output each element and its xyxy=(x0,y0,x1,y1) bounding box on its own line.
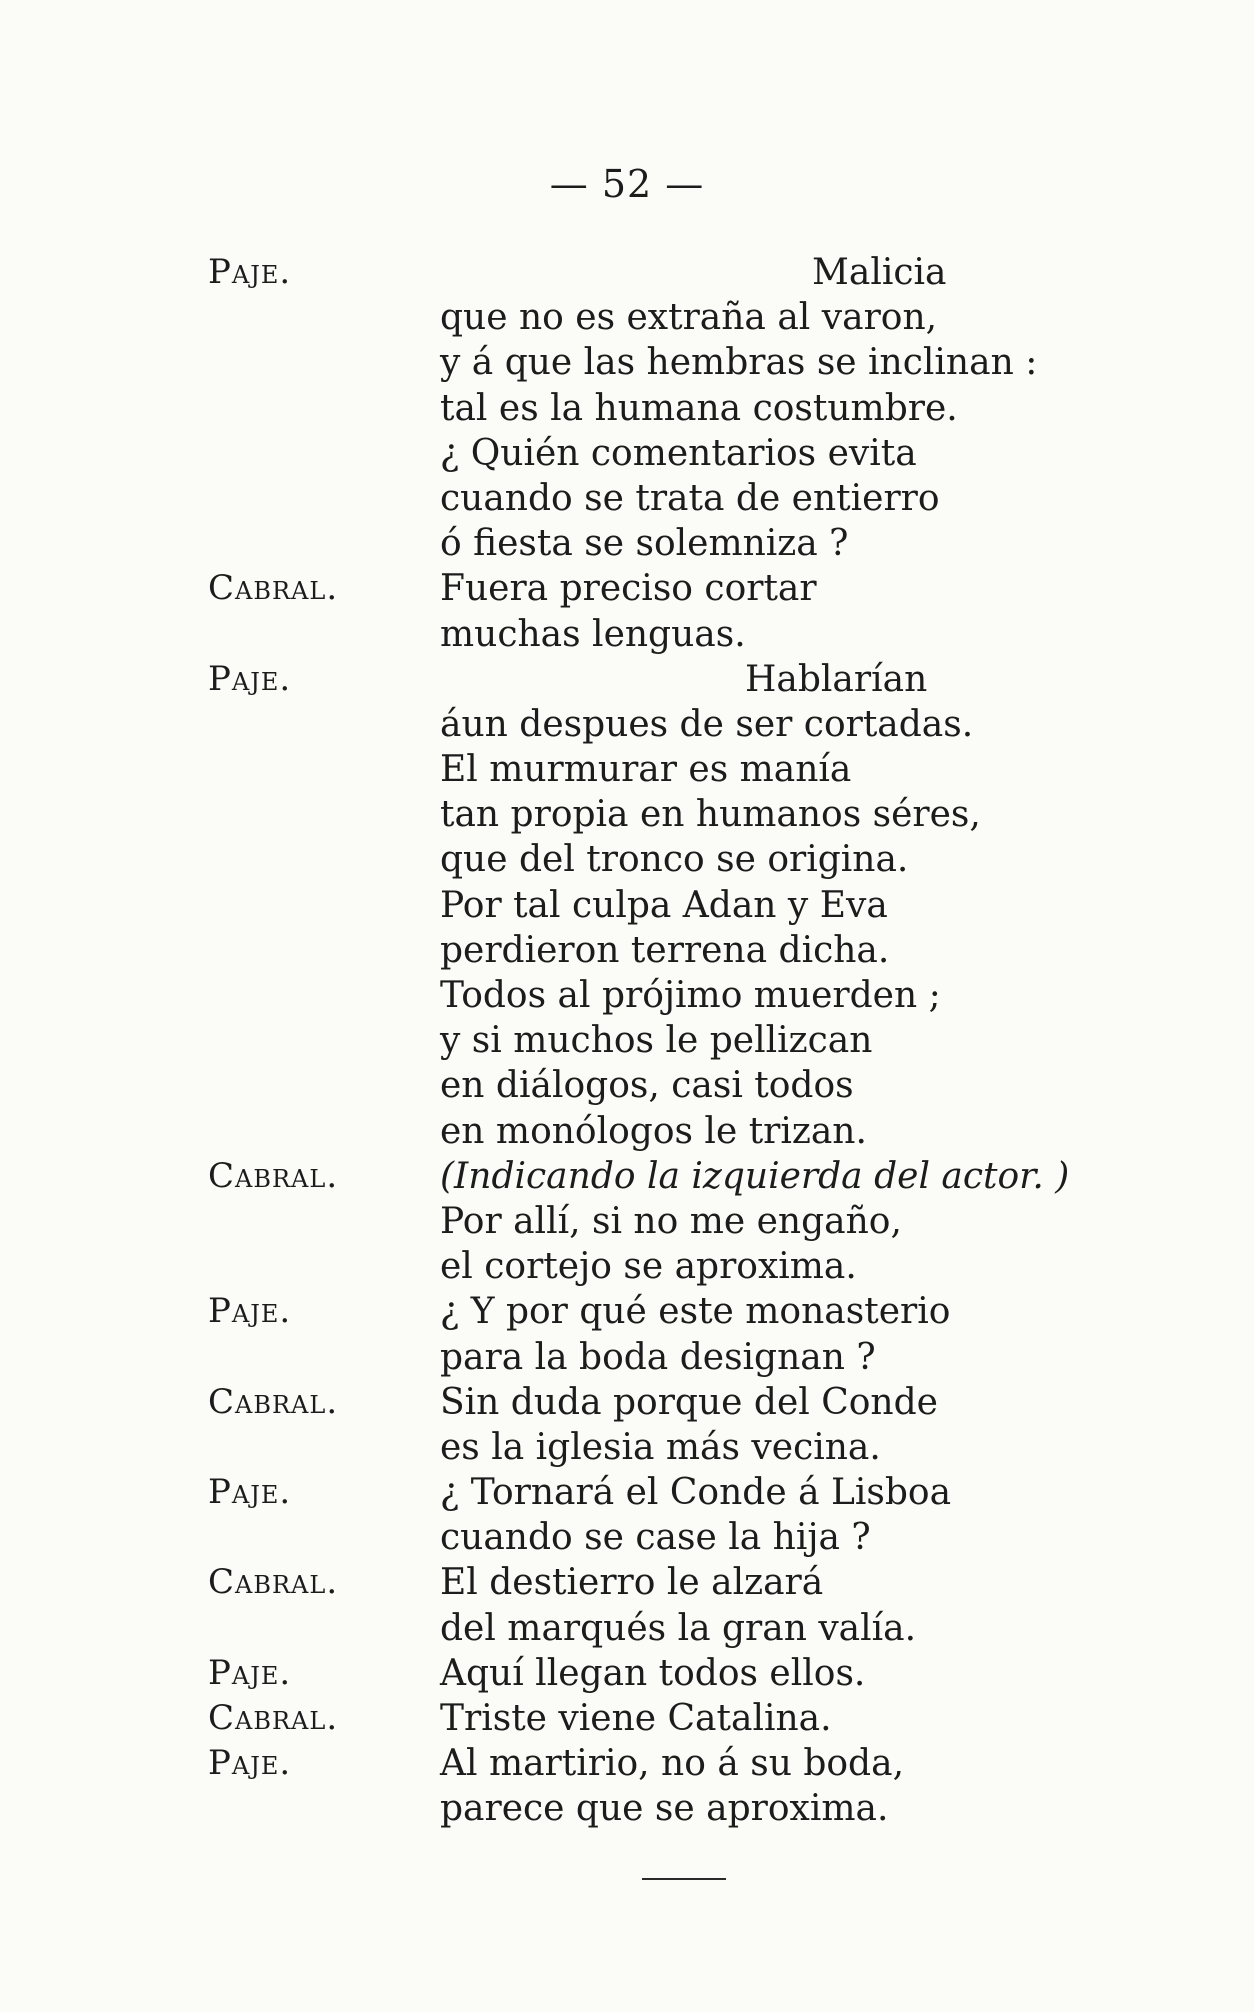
verse-text: El murmurar es manía xyxy=(440,749,852,791)
verse-line xyxy=(208,1560,1108,1605)
verse-line xyxy=(208,386,1108,431)
verse-text: cuando se case la hija ? xyxy=(440,1517,871,1559)
verse-text: Fuera preciso cortar xyxy=(440,568,817,610)
verse-line xyxy=(208,1741,1108,1786)
verse-line xyxy=(208,250,1108,295)
verse-text: y si muchos le pellizcan xyxy=(440,1020,873,1062)
verse-line xyxy=(208,1515,1108,1560)
verse-line xyxy=(208,792,1108,837)
verse-line xyxy=(208,1470,1108,1515)
verse-text: que no es extraña al varon, xyxy=(440,297,938,339)
verse-line xyxy=(208,1109,1108,1154)
verse-text: áun despues de ser cortadas. xyxy=(440,703,974,745)
verse-text: Triste viene Catalina. xyxy=(440,1698,832,1739)
speaker-name: Cabral. xyxy=(208,1381,339,1422)
verse-line xyxy=(208,521,1108,566)
speaker-name: Paje. xyxy=(208,1472,292,1513)
verse-text: en monólogos le trizan. xyxy=(440,1110,867,1152)
verse-text: cuando se trata de entierro xyxy=(440,477,940,519)
speaker-name: Paje. xyxy=(208,252,292,292)
verse-text: Malicia xyxy=(812,252,947,293)
verse-text: el cortejo se aproxima. xyxy=(440,1246,857,1288)
verse-text: perdieron terrena dicha. xyxy=(440,929,890,971)
verse-line xyxy=(208,1696,1108,1741)
verse-text: para la boda designan ? xyxy=(440,1336,876,1378)
verse-line xyxy=(208,928,1108,973)
verse-line xyxy=(208,566,1108,611)
verse-text: Aquí llegan todos ellos. xyxy=(440,1652,866,1694)
speaker-name: Cabral. xyxy=(208,1155,339,1196)
speaker-name: Cabral. xyxy=(208,568,339,609)
verse-text: tal es la humana costumbre. xyxy=(440,387,958,429)
verse-line xyxy=(208,1063,1108,1108)
verse-line xyxy=(208,1335,1108,1380)
verse-line xyxy=(208,883,1108,928)
verse-text: ó fiesta se solemniza ? xyxy=(440,523,849,565)
speaker-name: Cabral. xyxy=(208,1698,339,1738)
verse-text: ¿ Quién comentarios evita xyxy=(440,432,917,474)
verse-line xyxy=(208,1199,1108,1244)
speaker-name: Paje. xyxy=(208,1291,292,1332)
verse-line xyxy=(208,1244,1108,1289)
verse-text: Hablarían xyxy=(745,658,928,700)
verse-text: Por tal culpa Adan y Eva xyxy=(440,884,888,926)
stage-direction: (Indicando la izquierda del actor. ) xyxy=(440,1155,1070,1197)
verse-line xyxy=(208,747,1108,792)
verse-text: Al martirio, no á su boda, xyxy=(440,1743,905,1785)
verse-line xyxy=(208,340,1108,385)
verse-line xyxy=(208,1289,1108,1334)
verse-text: parece que se aproxima. xyxy=(440,1788,889,1830)
verse-text: del marqués la gran valía. xyxy=(440,1607,917,1649)
verse-line xyxy=(208,1606,1108,1651)
verse-line xyxy=(208,1786,1108,1831)
verse-text: ¿ Y por qué este monasterio xyxy=(440,1291,951,1333)
verse-text: y á que las hembras se inclinan : xyxy=(440,342,1038,384)
verse-line xyxy=(208,295,1108,340)
verse-line xyxy=(208,1154,1108,1199)
verse-line xyxy=(208,1018,1108,1063)
verse-line xyxy=(208,1425,1108,1470)
speaker-name: Cabral. xyxy=(208,1562,339,1603)
verse-text: Todos al prójimo muerden ; xyxy=(440,975,941,1016)
verse-line xyxy=(208,476,1108,521)
verse-line xyxy=(208,657,1108,702)
verse-text: muchas lenguas. xyxy=(440,613,746,655)
verse-line xyxy=(208,1651,1108,1696)
verse-text: Por allí, si no me engaño, xyxy=(440,1200,902,1242)
verse-line xyxy=(208,973,1108,1018)
verse-line xyxy=(208,612,1108,657)
verse-text: que del tronco se origina. xyxy=(440,839,909,881)
speaker-name: Paje. xyxy=(208,658,292,699)
speaker-name: Paje. xyxy=(208,1743,292,1784)
verse-text: en diálogos, casi todos xyxy=(440,1065,854,1107)
page-number: — 52 — xyxy=(549,162,705,206)
verse-line xyxy=(208,837,1108,882)
end-rule xyxy=(642,1878,726,1880)
verse-line xyxy=(208,1380,1108,1425)
verse-line xyxy=(208,431,1108,476)
verse-text: ¿ Tornará el Conde á Lisboa xyxy=(440,1472,952,1514)
verse-text: tan propia en humanos séres, xyxy=(440,794,981,836)
verse-line xyxy=(208,702,1108,747)
speaker-name: Paje. xyxy=(208,1652,292,1693)
play-text xyxy=(208,250,1108,1832)
verse-text: El destierro le alzará xyxy=(440,1562,824,1604)
verse-text: Sin duda porque del Conde xyxy=(440,1381,938,1423)
verse-text: es la iglesia más vecina. xyxy=(440,1426,881,1468)
